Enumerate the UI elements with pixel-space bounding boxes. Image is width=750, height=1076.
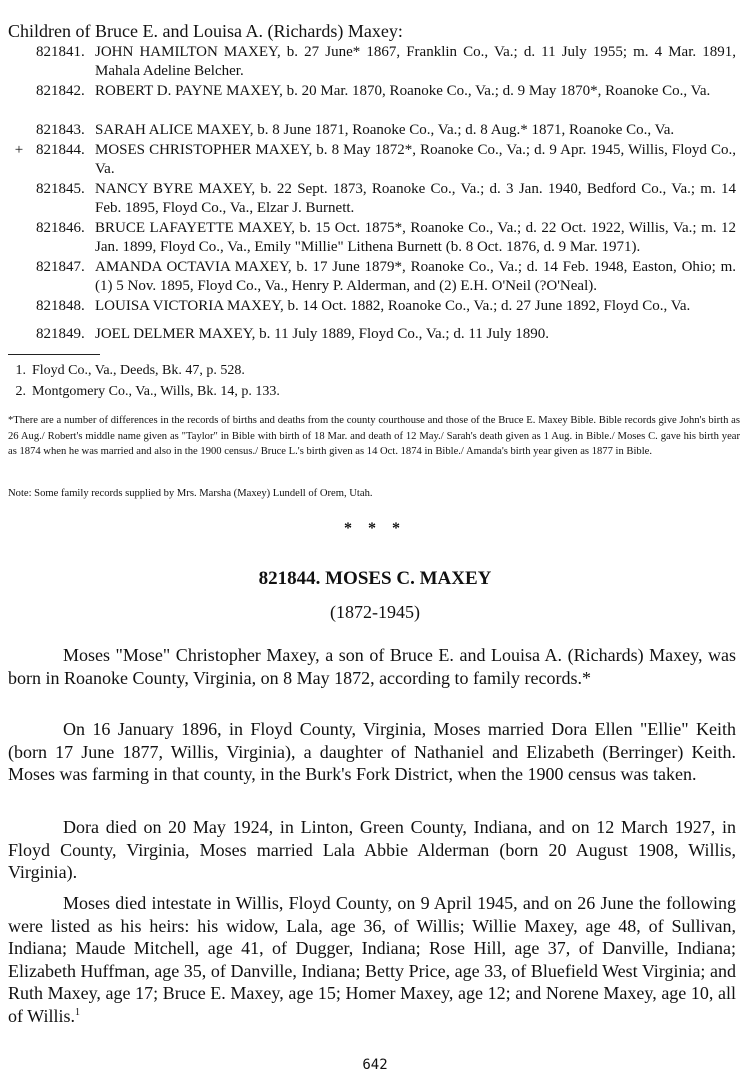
entry-number: 821849. (36, 326, 85, 342)
records-note: Note: Some family records supplied by Mrs. Marsha (Maxey) Lundell of Orem, Utah. (8, 488, 373, 499)
footnote-text: Floyd Co., Va., Deeds, Bk. 47, p. 528. (32, 363, 245, 378)
child-entry (36, 297, 736, 316)
entry-text: NANCY BYRE MAXEY, b. 22 Sept. 1873, Roanoke Co., Va.; d. 3 Jan. 1940, Bedford Co., Va.; m. 14 Feb. 1895, Floyd Co., Va., Elzar J. Burnett. (95, 181, 736, 216)
body-paragraph: On 16 January 1896, in Floyd County, Virginia, Moses married Dora Ellen "Ellie" Keith (born 17 June 1877, Willis, Virginia), a daughter of Nathaniel and Elizabeth (Berringer) Keith. Moses was farming in that county, in the Burk's Fork District, when the 1900 census was taken. (8, 719, 736, 784)
entry-number: 821842. (36, 83, 85, 99)
paragraph-text: Moses died intestate in Willis, Floyd County, on 9 April 1945, and on 26 June the following were listed as his heirs: his widow, Lala, age 36, of Willis; Willie Maxey, age 48, of Sullivan, Indiana; Maude Mitchell, age 41, of Dugger, Indiana; Rose Hill, age 37, of Danville, Indiana; Elizabeth Huffman, age 35, of Danville, Indiana; Betty Price, age 33, of Bluefield West Virginia; and Ruth Maxey, age 17; Bruce E. Maxey, age 15; Homer Maxey, age 12; and Norene Maxey, age 10, all of Willis. (8, 893, 736, 1026)
entry-text: MOSES CHRISTOPHER MAXEY, b. 8 May 1872*, Roanoke Co., Va.; d. 9 Apr. 1945, Willis, Floyd Co., Va. (95, 142, 736, 177)
footnote (8, 362, 245, 379)
entry-number: 821843. (36, 122, 85, 138)
entry-number: 821847. (36, 259, 85, 275)
section-years: (1872-1945) (330, 602, 420, 622)
section-separator: * * * (344, 520, 406, 537)
entry-marker: + (14, 142, 24, 158)
child-entry (36, 43, 736, 81)
entry-text: LOUISA VICTORIA MAXEY, b. 14 Oct. 1882, Roanoke Co., Va.; d. 27 June 1892, Floyd Co., Va. (95, 298, 691, 314)
entry-text: JOEL DELMER MAXEY, b. 11 July 1889, Floyd Co., Va.; d. 11 July 1890. (95, 326, 550, 342)
body-paragraph: Dora died on 20 May 1924, in Linton, Green County, Indiana, and on 12 March 1927, in Floyd County, Virginia, Moses married Lala Abbie Alderman (born 20 August 1908, Willis, Virginia). (8, 817, 736, 882)
footnote-number: 1. (15, 363, 26, 378)
entry-text: BRUCE LAFAYETTE MAXEY, b. 15 Oct. 1875*, Roanoke Co., Va.; d. 22 Oct. 1922, Willis, Va.; m. 12 Jan. 1899, Floyd Co., Va., Emily "Millie" Lithena Burnett (b. 8 Oct. 1876, d. 9 Mar. 1971). (95, 220, 736, 255)
footnote (8, 383, 280, 400)
children-heading: Children of Bruce E. and Louisa A. (Richards) Maxey: (8, 21, 403, 41)
child-entry (36, 180, 736, 218)
child-entry (36, 219, 736, 257)
entry-text: AMANDA OCTAVIA MAXEY, b. 17 June 1879*, Roanoke Co., Va.; d. 14 Feb. 1948, Easton, Ohio; m. (1) 5 Nov. 1895, Floyd Co., Va., Henry P. Alderman, and (2) E.H. O'Neil (?O'Neal). (95, 259, 736, 294)
section-title: 821844. MOSES C. MAXEY (258, 568, 492, 589)
child-entry (36, 121, 736, 140)
child-entry (36, 258, 736, 296)
entry-number: 821848. (36, 298, 85, 314)
entry-number: 821845. (36, 181, 85, 197)
footnote-divider (8, 354, 100, 355)
footnote-number: 2. (15, 384, 26, 399)
child-entry (36, 82, 736, 101)
entry-text: SARAH ALICE MAXEY, b. 8 June 1871, Roanoke Co., Va.; d. 8 Aug.* 1871, Roanoke Co., Va. (95, 122, 675, 138)
entry-number: 821844. (36, 142, 85, 158)
entry-text: JOHN HAMILTON MAXEY, b. 27 June* 1867, Franklin Co., Va.; d. 11 July 1955; m. 4 Mar. 1891, Mahala Adeline Belcher. (95, 44, 736, 79)
footnote-text: Montgomery Co., Va., Wills, Bk. 14, p. 133. (32, 384, 280, 399)
entry-number: 821841. (36, 44, 85, 60)
body-paragraph (8, 892, 736, 1027)
entry-number: 821846. (36, 220, 85, 236)
body-paragraph: Moses "Mose" Christopher Maxey, a son of Bruce E. and Louisa A. (Richards) Maxey, was born in Roanoke County, Virginia, on 8 May 1872, according to family records.* (8, 645, 736, 688)
footnote-reference: 1 (74, 1006, 80, 1018)
page-number: 642 (362, 1057, 388, 1073)
entry-text: ROBERT D. PAYNE MAXEY, b. 20 Mar. 1870, Roanoke Co., Va.; d. 9 May 1870*, Roanoke Co., Va. (95, 83, 711, 99)
child-entry (14, 141, 736, 179)
child-entry (36, 325, 736, 344)
asterisk-note: *There are a number of differences in the records of births and deaths from the county courthouse and those of the Bruce E. Maxey Bible. Bible records give John's birth as 26 Aug./ Robert's middle name given as "Taylor" in Bible with birth of 18 Mar. and death of 12 May./ Sarah's death given as 1 Aug. in Bible./ Moses C. gave his birth year as 1874 when he was married and also in the 1900 census./ Bruce L.'s birth given as 14 Oct. 1874 in Bible./ Amanda's birth year given as 1877 in Bible. (8, 415, 740, 458)
